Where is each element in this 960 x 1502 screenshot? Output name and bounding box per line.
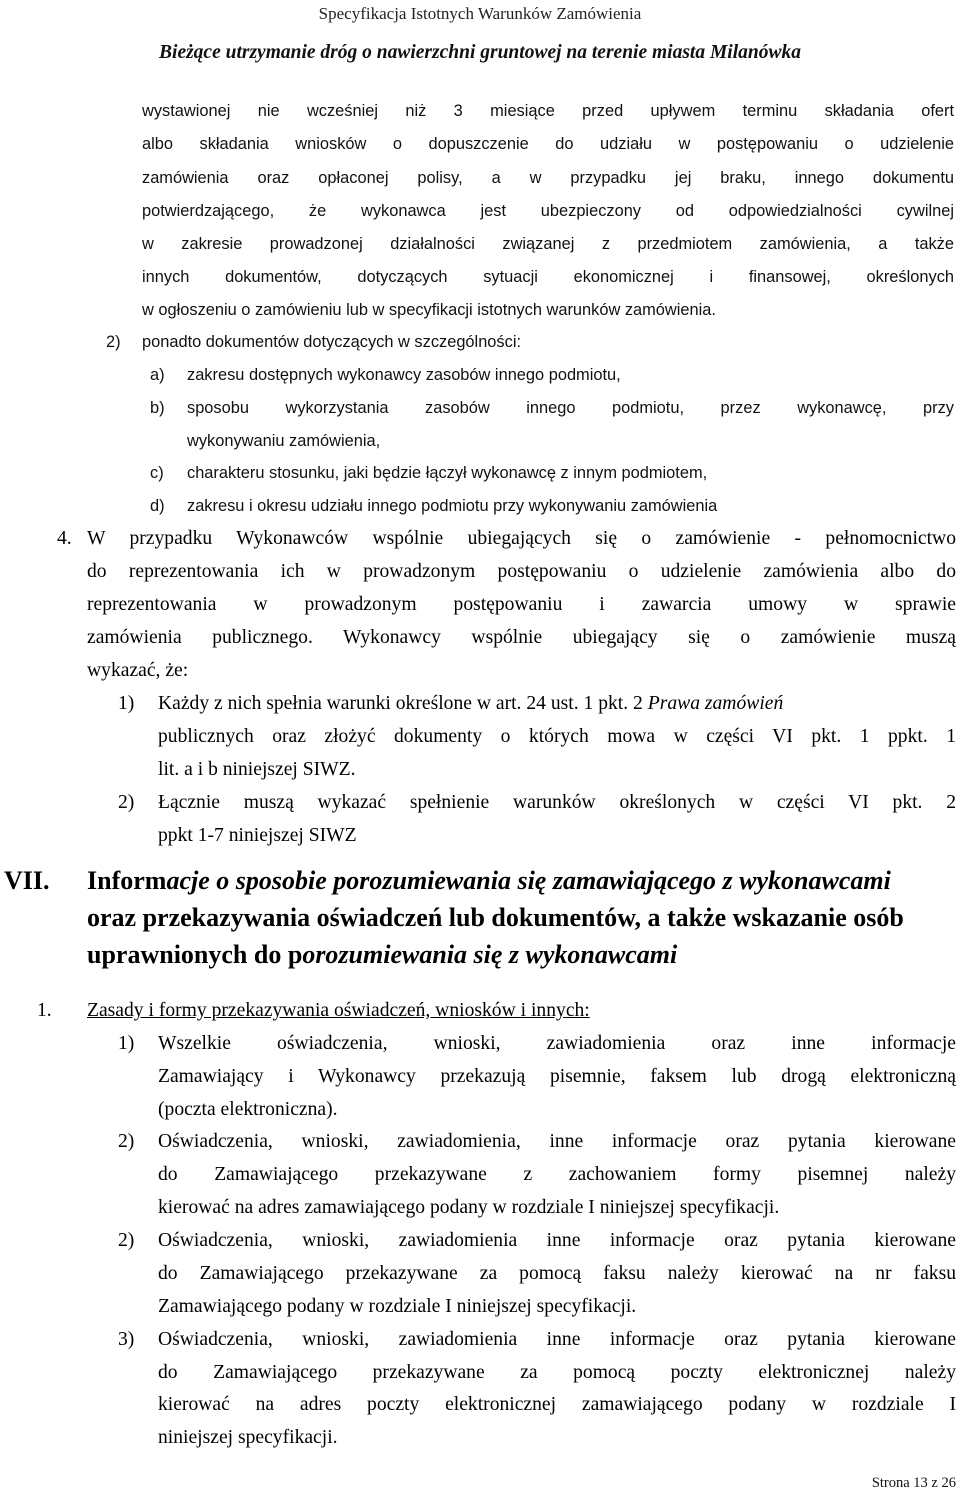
point1-item4-line-4: niniejszej specyfikacji.	[158, 1427, 338, 1448]
page-number: Strona 13 z 26	[871, 1475, 956, 1491]
point1-item1-line-1: Wszelkie oświadczenia, wnioski, zawiadomienia oraz inne informacje	[158, 1033, 956, 1054]
point4-item2-number: 2)	[118, 792, 135, 813]
point4-line-4: zamówienia publicznego. Wykonawcy wspólnie ubiegający się o zamówienie muszą	[87, 627, 956, 648]
item2-number: 2)	[106, 333, 121, 351]
point1-item2-line-1: Oświadczenia, wnioski, zawiadomienia, inne informacje oraz pytania kierowane	[158, 1131, 956, 1152]
section7-heading-line-1-italic: acje o sposobie porozumiewania się zamawiającego z wykonawcami	[166, 866, 891, 895]
document-header-subtitle: Bieżące utrzymanie dróg o nawierzchni gruntowej na terenie miasta Milanówka	[159, 42, 801, 63]
item2-sub-b-label: b)	[150, 399, 165, 417]
point4-item1-line-2: publicznych oraz złożyć dokumenty o których mowa w części VI pkt. 1 ppkt. 1	[158, 726, 956, 747]
point1-item4-line-3: kierować na adres poczty elektronicznej zamawiającego podany w rozdziale I	[158, 1394, 956, 1415]
point1-number: 1.	[37, 1000, 52, 1021]
point1-item1-line-3: (poczta elektroniczna).	[158, 1099, 338, 1120]
section7-heading-line-1-regular: Inform	[87, 866, 167, 895]
document-header-title: Specyfikacja Istotnych Warunków Zamówienia	[318, 4, 642, 23]
item2-sub-d-text: zakresu i okresu udziału innego podmiotu przy wykonywaniu zamówienia	[187, 497, 718, 515]
point4-item1-text-regular: Każdy z nich spełnia warunki określone w art. 24 ust. 1 pkt. 2	[158, 693, 648, 714]
point1-item3-line-1: Oświadczenia, wnioski, zawiadomienia inne informacje oraz pytania kierowane	[158, 1230, 956, 1251]
item2-sub-a-text: zakresu dostępnych wykonawcy zasobów innego podmiotu,	[187, 366, 621, 384]
point1-title: Zasady i formy przekazywania oświadczeń, wniosków i innych:	[87, 1000, 590, 1021]
point4-item2-line-2: ppkt 1-7 niniejszej SIWZ	[158, 825, 357, 846]
section7-number: VII.	[4, 866, 50, 895]
item2-sub-b-text-1: sposobu wykorzystania zasobów innego podmiotu, przez wykonawcę, przy	[187, 399, 954, 417]
para1-line-4: potwierdzającego, że wykonawca jest ubezpieczony od odpowiedzialności cywilnej	[142, 202, 954, 220]
item2-sub-c-text: charakteru stosunku, jaki będzie łączył wykonawcę z innym podmiotem,	[187, 464, 708, 482]
point4-item1-line-1	[158, 692, 956, 716]
para1-line-5: w zakresie prowadzonej działalności związanej z przedmiotem zamówienia, a także	[142, 235, 954, 253]
section7-heading-line-1	[87, 865, 957, 897]
point1-item4-line-1: Oświadczenia, wnioski, zawiadomienia inne informacje oraz pytania kierowane	[158, 1329, 956, 1350]
point1-item4-number: 3)	[118, 1329, 135, 1350]
point1-item1-number: 1)	[118, 1033, 135, 1054]
item2-sub-b-text-2: wykonywaniu zamówienia,	[187, 432, 381, 450]
point1-item3-line-3: Zamawiającego podany w rozdziale I niniejszej specyfikacji.	[158, 1296, 637, 1317]
point1-item2-line-3: kierować na adres zamawiającego podany w rozdziale I niniejszej specyfikacji.	[158, 1197, 780, 1218]
para1-line-6: innych dokumentów, dotyczących sytuacji ekonomicznej i finansowej, określonych	[142, 268, 954, 286]
point4-line-5: wykazać, że:	[87, 660, 189, 681]
section7-heading-line-3-italic: orozumiewania się z wykonawcami	[302, 940, 678, 969]
point1-item3-line-2: do Zamawiającego przekazywane za pomocą faksu należy kierować na nr faksu	[158, 1263, 956, 1284]
para1-line-7: w ogłoszeniu o zamówieniu lub w specyfikacji istotnych warunków zamówienia.	[142, 301, 716, 319]
point1-item2-number: 2)	[118, 1131, 135, 1152]
point1-item3-number: 2)	[118, 1230, 135, 1251]
item2-sub-d-label: d)	[150, 497, 165, 515]
item2-text: ponadto dokumentów dotyczących w szczególności:	[142, 333, 522, 351]
section7-heading-line-2: oraz przekazywania oświadczeń lub dokumentów, a także wskazanie osób	[87, 903, 904, 932]
point4-line-2: do reprezentowania ich w prowadzonym postępowaniu o udzielenie zamówienia albo do	[87, 561, 956, 582]
point1-item2-line-2: do Zamawiającego przekazywane z zachowaniem formy pisemnej należy	[158, 1164, 956, 1185]
point4-line-1: W przypadku Wykonawców wspólnie ubiegających się o zamówienie - pełnomocnictwo	[87, 528, 956, 549]
point4-item1-number: 1)	[118, 693, 135, 714]
point4-line-3: reprezentowania w prowadzonym postępowaniu i zawarcia umowy w sprawie	[87, 594, 956, 615]
point4-item1-line-3: lit. a i b niniejszej SIWZ.	[158, 759, 356, 780]
section7-heading-line-3	[87, 939, 957, 971]
item2-sub-a-label: a)	[150, 366, 165, 384]
para1-line-2: albo składania wniosków o dopuszczenie do udziału w postępowaniu o udzielenie	[142, 135, 954, 153]
para1-line-3: zamówienia oraz opłaconej polisy, a w przypadku jej braku, innego dokumentu	[142, 169, 954, 187]
para1-line-1: wystawionej nie wcześniej niż 3 miesiące przed upływem terminu składania ofert	[142, 102, 954, 120]
point4-item1-text-italic: Prawa zamówień	[647, 693, 784, 714]
point1-item4-line-2: do Zamawiającego przekazywane za pomocą poczty elektronicznej należy	[158, 1362, 956, 1383]
point4-number: 4.	[57, 528, 72, 549]
item2-sub-c-label: c)	[150, 464, 164, 482]
section7-heading-line-3-regular: uprawnionych do p	[87, 940, 303, 969]
point1-item1-line-2: Zamawiający i Wykonawcy przekazują pisemnie, faksem lub drogą elektroniczną	[158, 1066, 956, 1087]
point4-item2-line-1: Łącznie muszą wykazać spełnienie warunków określonych w części VI pkt. 2	[158, 792, 956, 813]
